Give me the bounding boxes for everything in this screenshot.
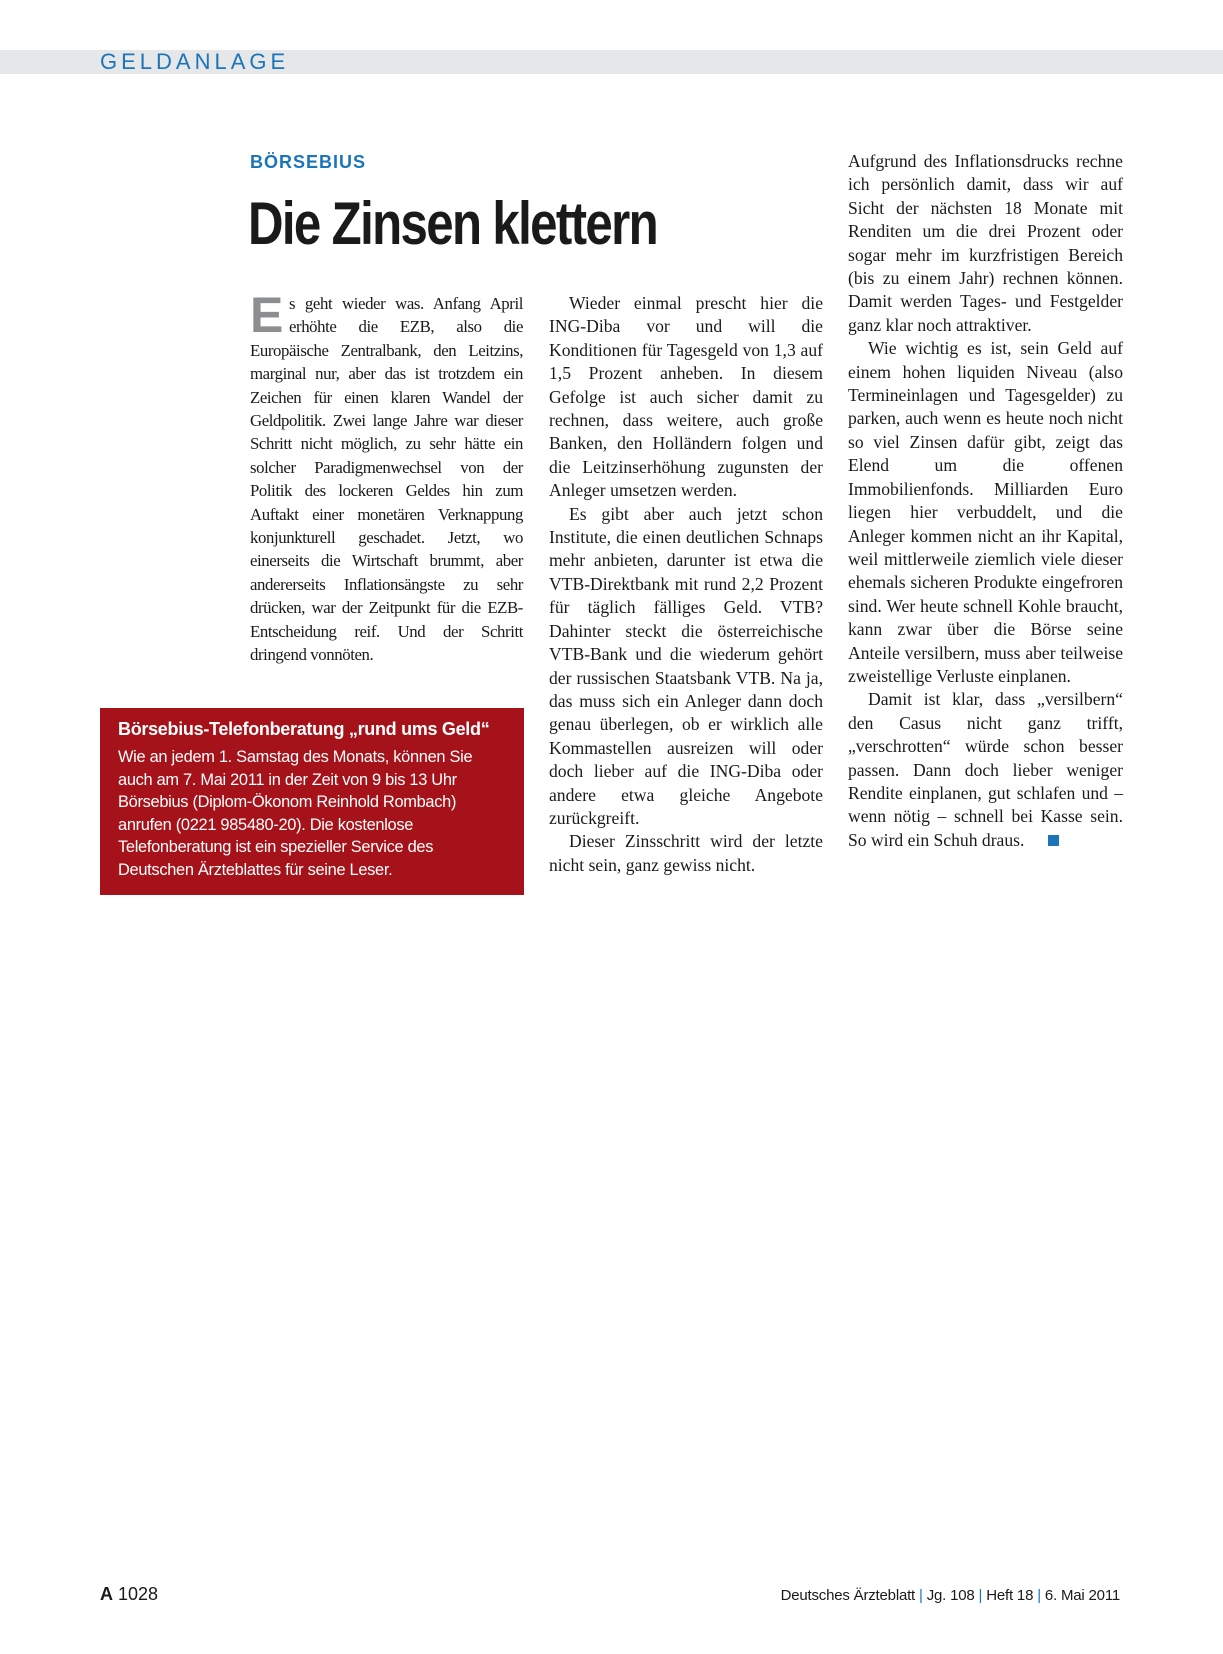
page-number <box>100 1584 158 1605</box>
page-number-value: 1028 <box>118 1584 159 1604</box>
article-paragraph: Dieser Zinsschritt wird der letzte nicht sein, ganz gewiss nicht. <box>549 831 823 875</box>
section-label: GELDANLAGE <box>100 49 290 74</box>
article-headline: Die Zinsen klettern <box>248 190 658 257</box>
drop-cap: E <box>250 287 283 343</box>
separator: | <box>919 1587 923 1604</box>
volume: Jg. 108 <box>926 1587 975 1604</box>
article-column-2 <box>549 292 823 877</box>
separator: | <box>1037 1587 1041 1604</box>
end-of-article-icon <box>1048 835 1059 846</box>
issue: Heft 18 <box>986 1587 1034 1604</box>
article-paragraph <box>250 287 523 667</box>
info-box-text: Wie an jedem 1. Samstag des Monats, können Sie auch am 7. Mai 2011 in der Zeit von 9 bis 13 Uhr Börsebius (Diplom-Ökonom Reinhold Rombach) anrufen (0221 985480-20). Die kostenlose Telefonberatung ist ein spezieller Service des Deutschen Ärzteblattes für seine Leser. <box>118 748 473 879</box>
separator: | <box>978 1587 983 1604</box>
article-column-1 <box>250 287 523 667</box>
footer-citation <box>781 1587 1120 1604</box>
article-kicker: BÖRSEBIUS <box>250 152 367 172</box>
article-paragraph: Wie wichtig es ist, sein Geld auf einem hohen liquiden Niveau (also Termineinlagen und Tagesgelder) zu parken, auch wenn es heute noch nicht so viel Zinsen dafür gibt, zeigt das Elend um die offenen Immobilienfonds. Milliarden Euro liegen hier verbuddelt, und die Anleger kommen nicht an ihr Kapital, weil mittlerweile ziemlich viele dieser ehemals sicheren Produkte eingefroren sind. Wer heute schnell Kohle braucht, kann zwar über die Börse seine Anteile versilbern, muss aber teilweise zweistellige Verluste einplanen. <box>848 338 1123 686</box>
info-box-title: Börsebius-Telefonberatung „rund ums Geld“ <box>118 719 490 739</box>
journal-name: Deutsches Ärzteblatt <box>780 1587 916 1604</box>
paragraph-text: s geht wieder was. Anfang April erhöhte die EZB, also die Europäische Zentralbank, den Leitzins, marginal nur, aber das ist trotzdem ein Zeichen für einen klaren Wandel der Geldpolitik. Zwei lange Jahre war dieser Schritt nicht möglich, zu sehr hätte ein solcher Paradigmenwechsel von der Politik des lockeren Geldes hin zum Auftakt einer monetären Verknappung konjunkturell geschadet. Jetzt, wo einerseits die Wirtschaft brummt, aber andererseits Inflationsängste zu sehr drücken, war der Zeitpunkt für die EZB-Entscheidung reif. Und der Schritt dringend vonnöten. <box>250 294 523 665</box>
issue-date: 6. Mai 2011 <box>1044 1587 1120 1604</box>
article-paragraph <box>848 688 1123 852</box>
paragraph-text: Damit ist klar, dass „versilbern“ den Casus nicht ganz trifft, „verschrotten“ würde schon besser passen. Dann doch lieber weniger Rendite einplanen, gut schlafen und – wenn nötig – schnell bei Kasse sein. So wird ein Schuh draus. <box>848 689 1123 850</box>
article-paragraph: Es gibt aber auch jetzt schon Institute, die einen deutlichen Schnaps mehr anbieten, darunter ist etwa die VTB-Direktbank mit rund 2,2 Prozent für täglich fälliges Geld. VTB? Dahinter steckt die österreichische VTB-Bank und die wiederum gehört der russischen Staatsbank VTB. Na ja, das muss sich ein Anleger dann doch genau überlegen, ob er wirklich alle Kommastellen ausreizen will oder doch lieber auf die ING-Diba oder andere etwa gleiche Angebote zurückgreift. <box>549 503 823 828</box>
article-column-3 <box>848 150 1123 852</box>
page-letter: A <box>100 1584 113 1604</box>
article-paragraph: Aufgrund des Inflationsdrucks rechne ich persönlich damit, dass wir auf Sicht der nächsten 18 Monate mit Renditen um die drei Prozent oder sogar mehr im kurzfristigen Bereich (bis zu einem Jahr) rechnen können. Damit werden Tages- und Festgelder ganz klar noch attraktiver. <box>848 151 1123 335</box>
article-paragraph: Wieder einmal prescht hier die ING-Diba vor und will die Konditionen für Tagesgeld von 1,3 auf 1,5 Prozent anheben. In diesem Gefolge ist auch sicher damit zu rechnen, dass weitere, auch große Banken, den Holländern folgen und die Leitzinserhöhung zugunsten der Anleger umsetzen werden. <box>549 293 823 501</box>
info-box <box>100 708 524 895</box>
